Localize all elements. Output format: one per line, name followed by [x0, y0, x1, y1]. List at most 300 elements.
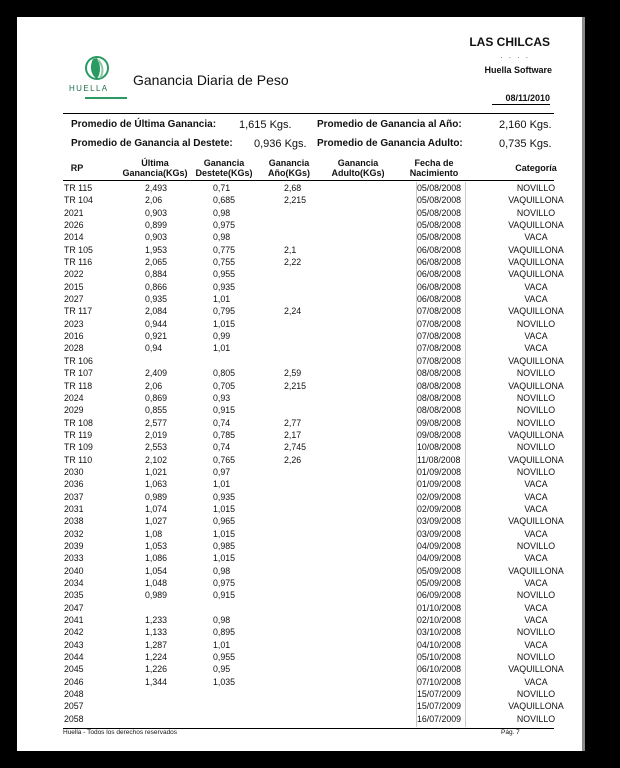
- summary-anio-label: Promedio de Ganancia al Año:: [317, 119, 462, 130]
- table-row: [63, 367, 559, 379]
- table-row: [63, 441, 559, 453]
- cell-categoria: VACA: [524, 503, 548, 514]
- cell-fecha: 07/08/2008: [417, 331, 462, 342]
- cell-fecha: 05/09/2008: [417, 565, 462, 576]
- cell-rp: 2057: [64, 701, 84, 712]
- cell-ultima: 1,027: [145, 516, 168, 527]
- cell-categoria: NOVILLO: [516, 207, 556, 218]
- company-dots: . . . .: [500, 51, 530, 60]
- cell-fecha: 03/10/2008: [417, 627, 462, 638]
- cell-categoria: NOVILLO: [516, 713, 556, 724]
- cell-categoria: VAQUILLONA: [508, 195, 564, 206]
- cell-rp: TR 119: [64, 429, 93, 440]
- table-row: [63, 207, 559, 219]
- header-adulto-line2: Adulto(KGs): [331, 168, 385, 178]
- cell-rp: TR 109: [64, 442, 93, 453]
- cell-categoria: NOVILLO: [516, 368, 556, 379]
- cell-rp: TR 106: [64, 355, 93, 366]
- cell-fecha: 01/09/2008: [417, 466, 462, 477]
- cell-rp: 2024: [64, 392, 84, 403]
- table-row: [63, 330, 559, 342]
- cell-fecha: 06/08/2008: [417, 281, 462, 292]
- cell-anio: 2,215: [284, 195, 307, 206]
- logo-text: HUELLA: [69, 84, 109, 93]
- table-row: [63, 663, 564, 675]
- cell-categoria: VACA: [524, 676, 548, 687]
- cell-destete: 0,915: [213, 590, 236, 601]
- cell-ultima: 0,855: [145, 405, 168, 416]
- table-row: [63, 268, 564, 280]
- summary-adulto-label: Promedio de Ganancia Adulto:: [317, 138, 463, 149]
- cell-anio: 2,1: [284, 244, 297, 255]
- cell-rp: 2023: [64, 318, 84, 329]
- header-anio-line1: Ganancia: [268, 158, 310, 168]
- cell-ultima: 1,226: [145, 664, 168, 675]
- cell-destete: 0,965: [213, 516, 236, 527]
- cell-ultima: 0,884: [145, 269, 168, 280]
- cell-categoria: VAQUILLONA: [508, 664, 564, 675]
- cell-destete: 1,01: [213, 479, 231, 490]
- summary-adulto: [317, 138, 552, 150]
- cell-fecha: 03/09/2008: [417, 528, 462, 539]
- cell-ultima: 0,94: [145, 343, 163, 354]
- cell-ultima: 2,102: [145, 454, 168, 465]
- cell-categoria: VACA: [524, 281, 548, 292]
- cell-fecha: 10/08/2008: [417, 442, 462, 453]
- cell-rp: 2015: [64, 281, 84, 292]
- table-row: [63, 552, 559, 564]
- table-row: [63, 244, 564, 256]
- cell-categoria: VACA: [524, 294, 548, 305]
- table-row: [63, 256, 564, 268]
- cell-categoria: VAQUILLONA: [508, 306, 564, 317]
- cell-rp: TR 105: [64, 244, 93, 255]
- table-row: [63, 404, 559, 416]
- cell-destete: 0,95: [213, 664, 231, 675]
- report-page: [17, 17, 585, 751]
- cell-destete: 0,71: [213, 183, 231, 193]
- cell-ultima: 0,935: [145, 294, 168, 305]
- cell-ultima: 0,989: [145, 491, 168, 502]
- cell-rp: TR 116: [64, 257, 93, 268]
- cell-fecha: 03/09/2008: [417, 516, 462, 527]
- cell-rp: 2048: [64, 689, 84, 700]
- cell-categoria: VACA: [524, 615, 548, 626]
- header-destete: [191, 158, 257, 178]
- table-row: [63, 528, 559, 540]
- table-row: [63, 342, 559, 354]
- cell-rp: TR 117: [64, 306, 93, 317]
- cell-fecha: 11/08/2008: [417, 454, 461, 465]
- cell-destete: 0,705: [213, 380, 236, 391]
- software-name: Huella Software: [484, 65, 552, 75]
- table-row: [63, 589, 559, 601]
- summary-ultima-value: 1,615 Kgs.: [239, 119, 292, 131]
- cell-rp: 2034: [64, 578, 84, 588]
- cell-rp: 2036: [64, 479, 84, 490]
- cell-ultima: 1,048: [145, 578, 168, 588]
- cell-fecha: 06/08/2008: [417, 269, 462, 280]
- table-row: [63, 219, 564, 231]
- header-adulto-line1: Ganancia: [337, 158, 379, 168]
- cell-ultima: 0,989: [145, 590, 168, 601]
- cell-rp: 2037: [64, 491, 84, 502]
- cell-rp: 2032: [64, 528, 84, 539]
- cell-ultima: 0,869: [145, 392, 168, 403]
- cell-anio: 2,215: [284, 380, 307, 391]
- cell-fecha: 07/08/2008: [417, 343, 462, 354]
- cell-rp: TR 115: [64, 183, 93, 193]
- cell-rp: TR 110: [64, 454, 93, 465]
- cell-categoria: VACA: [524, 491, 548, 502]
- cell-destete: 1,015: [213, 503, 236, 514]
- cell-rp: 2035: [64, 590, 84, 601]
- cell-rp: 2026: [64, 220, 84, 231]
- cell-rp: 2029: [64, 405, 84, 416]
- table-row: [63, 392, 559, 404]
- cell-categoria: VAQUILLONA: [508, 565, 564, 576]
- cell-destete: 0,97: [213, 466, 231, 477]
- cell-rp: 2044: [64, 652, 84, 663]
- cell-fecha: 09/08/2008: [417, 429, 462, 440]
- cell-ultima: 0,903: [145, 207, 168, 218]
- cell-fecha: 08/08/2008: [417, 380, 462, 391]
- cell-rp: 2040: [64, 565, 84, 576]
- cell-fecha: 05/08/2008: [417, 220, 462, 231]
- cell-categoria: NOVILLO: [516, 442, 556, 453]
- table-row: [63, 281, 559, 293]
- cell-fecha: 09/08/2008: [417, 417, 462, 428]
- huella-logo: [67, 53, 129, 105]
- cell-fecha: 05/08/2008: [417, 183, 462, 193]
- cell-categoria: NOVILLO: [516, 318, 556, 329]
- cell-destete: 0,98: [213, 565, 231, 576]
- cell-destete: 0,93: [213, 392, 231, 403]
- cell-fecha: 06/09/2008: [417, 590, 462, 601]
- cell-destete: 0,915: [213, 405, 236, 416]
- cell-ultima: 2,493: [145, 183, 168, 193]
- cell-categoria: VAQUILLONA: [508, 257, 564, 268]
- cell-destete: 0,765: [213, 454, 236, 465]
- cell-destete: 0,685: [213, 195, 236, 206]
- cell-ultima: 2,409: [145, 368, 168, 379]
- header-destete-line1: Ganancia: [203, 158, 245, 168]
- cell-fecha: 02/09/2008: [417, 503, 462, 514]
- cell-rp: 2031: [64, 503, 84, 514]
- cell-destete: 0,74: [213, 417, 231, 428]
- cell-ultima: 0,944: [145, 318, 168, 329]
- cell-fecha: 07/08/2008: [417, 318, 462, 329]
- cell-destete: 0,955: [213, 652, 236, 663]
- cell-rp: 2041: [64, 615, 84, 626]
- header-fecha-line2: Nacimiento: [409, 168, 459, 178]
- cell-ultima: 0,899: [145, 220, 168, 231]
- cell-fecha: 05/08/2008: [417, 195, 462, 206]
- cell-ultima: 1,233: [145, 615, 168, 626]
- cell-destete: 0,935: [213, 491, 236, 502]
- cell-categoria: NOVILLO: [516, 689, 556, 700]
- cell-categoria: NOVILLO: [516, 627, 556, 638]
- table-row: [63, 318, 559, 330]
- cell-rp: 2030: [64, 466, 84, 477]
- cell-destete: 0,98: [213, 207, 231, 218]
- cell-ultima: 1,054: [145, 565, 168, 576]
- cell-fecha: 06/08/2008: [417, 244, 462, 255]
- table-row: [63, 429, 564, 441]
- cell-ultima: 1,086: [145, 553, 168, 564]
- cell-destete: 0,74: [213, 442, 231, 453]
- cell-anio: 2,26: [284, 454, 302, 465]
- cell-rp: 2027: [64, 294, 84, 305]
- cell-ultima: 1,224: [145, 652, 168, 663]
- cell-ultima: 0,921: [145, 331, 168, 342]
- cell-fecha: 07/08/2008: [417, 355, 462, 366]
- cell-ultima: 2,084: [145, 306, 168, 317]
- cell-categoria: VACA: [524, 232, 548, 243]
- company-name: LAS CHILCAS: [469, 35, 550, 49]
- cell-categoria: VAQUILLONA: [508, 429, 564, 440]
- cell-ultima: 2,019: [145, 429, 168, 440]
- header-ultima: [117, 158, 193, 178]
- table-row: [63, 231, 559, 243]
- table-row: [63, 194, 564, 206]
- cell-anio: 2,17: [284, 429, 302, 440]
- cell-categoria: VAQUILLONA: [508, 355, 564, 366]
- cell-rp: TR 118: [64, 380, 93, 391]
- cell-rp: 2045: [64, 664, 84, 675]
- cell-rp: 2047: [64, 602, 84, 613]
- table-row: [63, 515, 564, 527]
- cell-rp: TR 104: [64, 195, 93, 206]
- cell-categoria: VACA: [524, 553, 548, 564]
- table-row: [63, 540, 559, 552]
- cell-destete: 1,01: [213, 294, 231, 305]
- table-row: [63, 700, 564, 712]
- cell-destete: 0,805: [213, 368, 236, 379]
- cell-destete: 0,895: [213, 627, 236, 638]
- cell-fecha: 05/08/2008: [417, 207, 462, 218]
- cell-rp: 2016: [64, 331, 84, 342]
- cell-categoria: VAQUILLONA: [508, 380, 564, 391]
- summary-anio: [317, 119, 552, 131]
- cell-rp: 2033: [64, 553, 84, 564]
- table-row: [63, 713, 559, 725]
- header-anio: [261, 158, 317, 178]
- cell-categoria: NOVILLO: [516, 417, 556, 428]
- header-categoria: Categoría: [515, 163, 557, 173]
- table-row: [63, 614, 559, 626]
- table-row: [63, 626, 559, 638]
- header-fecha-line1: Fecha de: [414, 158, 454, 168]
- cell-categoria: VACA: [524, 578, 548, 588]
- summary-adulto-value: 0,735 Kgs.: [499, 138, 552, 150]
- cell-categoria: VAQUILLONA: [508, 244, 564, 255]
- cell-rp: 2028: [64, 343, 84, 354]
- table-body: [63, 182, 564, 725]
- summary-ultima-label: Promedio de Última Ganancia:: [71, 119, 217, 130]
- cell-ultima: 2,553: [145, 442, 168, 453]
- cell-fecha: 08/08/2008: [417, 392, 462, 403]
- table-row: [63, 688, 559, 700]
- table-row: [63, 639, 559, 651]
- header-rp: RP: [70, 163, 84, 173]
- cell-ultima: 1,08: [145, 528, 163, 539]
- cell-fecha: 05/08/2008: [417, 232, 462, 243]
- cell-fecha: 02/09/2008: [417, 491, 462, 502]
- cell-fecha: 02/10/2008: [417, 615, 462, 626]
- table-row: [63, 417, 559, 429]
- table-row: [63, 454, 564, 466]
- cell-fecha: 04/10/2008: [417, 639, 462, 650]
- cell-destete: 0,785: [213, 429, 236, 440]
- cell-anio: 2,24: [284, 306, 302, 317]
- cell-fecha: 08/08/2008: [417, 405, 462, 416]
- header-ultima-line2: Ganancia(KGs): [122, 168, 188, 178]
- cell-anio: 2,22: [284, 257, 302, 268]
- cell-ultima: 1,953: [145, 244, 168, 255]
- cell-ultima: 1,287: [145, 639, 168, 650]
- cell-ultima: 2,577: [145, 417, 168, 428]
- table-row: [63, 355, 564, 367]
- cell-fecha: 05/10/2008: [417, 652, 462, 663]
- table-row: [63, 676, 559, 688]
- cell-categoria: VACA: [524, 639, 548, 650]
- table-row: [63, 293, 559, 305]
- cell-rp: 2038: [64, 516, 84, 527]
- report-date: 08/11/2010: [492, 93, 550, 105]
- cell-destete: 1,035: [213, 676, 236, 687]
- cell-ultima: 1,133: [145, 627, 168, 638]
- cell-fecha: 04/09/2008: [417, 553, 462, 564]
- cell-ultima: 0,866: [145, 281, 168, 292]
- cell-rp: 2043: [64, 639, 84, 650]
- summary-ultima: [71, 119, 292, 131]
- cell-anio: 2,77: [284, 417, 302, 428]
- cell-fecha: 08/08/2008: [417, 368, 462, 379]
- cell-categoria: NOVILLO: [516, 590, 556, 601]
- cell-destete: 0,985: [213, 540, 236, 551]
- cell-ultima: 0,903: [145, 232, 168, 243]
- cell-categoria: VACA: [524, 602, 548, 613]
- cell-fecha: 15/07/2009: [417, 689, 462, 700]
- cell-destete: 0,795: [213, 306, 236, 317]
- cell-rp: 2014: [64, 232, 84, 243]
- cell-destete: 0,755: [213, 257, 236, 268]
- cell-anio: 2,59: [284, 368, 302, 379]
- table-row: [63, 478, 559, 490]
- header-anio-line2: Año(KGs): [268, 168, 310, 178]
- cell-categoria: VAQUILLONA: [508, 454, 564, 465]
- cell-fecha: 01/09/2008: [417, 479, 462, 490]
- cell-ultima: 1,053: [145, 540, 168, 551]
- cell-destete: 1,01: [213, 639, 231, 650]
- cell-rp: TR 108: [64, 417, 93, 428]
- cell-destete: 1,015: [213, 553, 236, 564]
- cell-categoria: NOVILLO: [516, 540, 556, 551]
- cell-destete: 1,015: [213, 528, 236, 539]
- cell-destete: 0,99: [213, 331, 231, 342]
- table-row: [63, 305, 564, 317]
- cell-fecha: 06/08/2008: [417, 257, 462, 268]
- header-divider: [63, 113, 554, 114]
- cell-categoria: VACA: [524, 343, 548, 354]
- table-header-divider: [63, 180, 554, 181]
- table-row: [63, 491, 559, 503]
- cell-rp: 2021: [64, 207, 84, 218]
- cell-categoria: VAQUILLONA: [508, 269, 564, 280]
- summary-destete-label: Promedio de Ganancia al Destete:: [71, 138, 233, 149]
- summary-destete: [71, 138, 307, 150]
- cell-ultima: 2,06: [145, 195, 163, 206]
- cell-rp: 2058: [64, 713, 84, 724]
- cell-anio: 2,745: [284, 442, 307, 453]
- cell-categoria: NOVILLO: [516, 652, 556, 663]
- header-fecha: [399, 158, 469, 178]
- table-row: [63, 602, 559, 614]
- cell-rp: 2039: [64, 540, 84, 551]
- footer-page-number: Pág. 7: [501, 729, 520, 736]
- cell-destete: 0,975: [213, 220, 236, 231]
- table-row: [63, 577, 559, 589]
- footer-rights: Huella - Todos los derechos reservados: [63, 729, 178, 736]
- table-row: [63, 182, 559, 194]
- cell-categoria: VACA: [524, 528, 548, 539]
- cell-categoria: NOVILLO: [516, 466, 556, 477]
- cell-rp: 2046: [64, 676, 84, 687]
- cell-ultima: 2,065: [145, 257, 168, 268]
- cell-destete: 0,975: [213, 578, 236, 588]
- cell-categoria: NOVILLO: [516, 405, 556, 416]
- cell-rp: 2022: [64, 269, 84, 280]
- header-adulto: [325, 158, 391, 178]
- cell-fecha: 06/08/2008: [417, 294, 462, 305]
- header-ultima-line1: Última: [141, 158, 169, 168]
- cell-destete: 1,015: [213, 318, 236, 329]
- cell-categoria: VACA: [524, 479, 548, 490]
- table-row: [63, 565, 564, 577]
- cell-categoria: NOVILLO: [516, 183, 556, 193]
- cell-categoria: NOVILLO: [516, 392, 556, 403]
- report-title: Ganancia Diaria de Peso: [133, 72, 289, 88]
- cell-destete: 0,98: [213, 615, 231, 626]
- cell-fecha: 05/09/2008: [417, 578, 462, 588]
- cell-anio: 2,68: [284, 183, 302, 193]
- cell-fecha: 15/07/2009: [417, 701, 462, 712]
- cell-categoria: VAQUILLONA: [508, 701, 564, 712]
- cell-fecha: 01/10/2008: [417, 602, 462, 613]
- cell-fecha: 16/07/2009: [417, 713, 462, 724]
- cell-fecha: 07/08/2008: [417, 306, 462, 317]
- cell-rp: TR 107: [64, 368, 93, 379]
- table-row: [63, 651, 559, 663]
- cell-destete: 1,01: [213, 343, 231, 354]
- summary-destete-value: 0,936 Kgs.: [254, 138, 307, 150]
- table-row: [63, 380, 564, 392]
- cell-ultima: 1,344: [145, 676, 168, 687]
- cell-destete: 0,775: [213, 244, 236, 255]
- cell-categoria: VACA: [524, 331, 548, 342]
- cell-rp: 2042: [64, 627, 84, 638]
- cell-categoria: VAQUILLONA: [508, 516, 564, 527]
- table-row: [63, 503, 559, 515]
- cell-ultima: 1,063: [145, 479, 168, 490]
- header-destete-line2: Destete(KGs): [195, 168, 253, 178]
- cell-ultima: 1,074: [145, 503, 168, 514]
- cell-destete: 0,935: [213, 281, 236, 292]
- table-row: [63, 466, 559, 478]
- cell-destete: 0,98: [213, 232, 231, 243]
- cell-destete: 0,955: [213, 269, 236, 280]
